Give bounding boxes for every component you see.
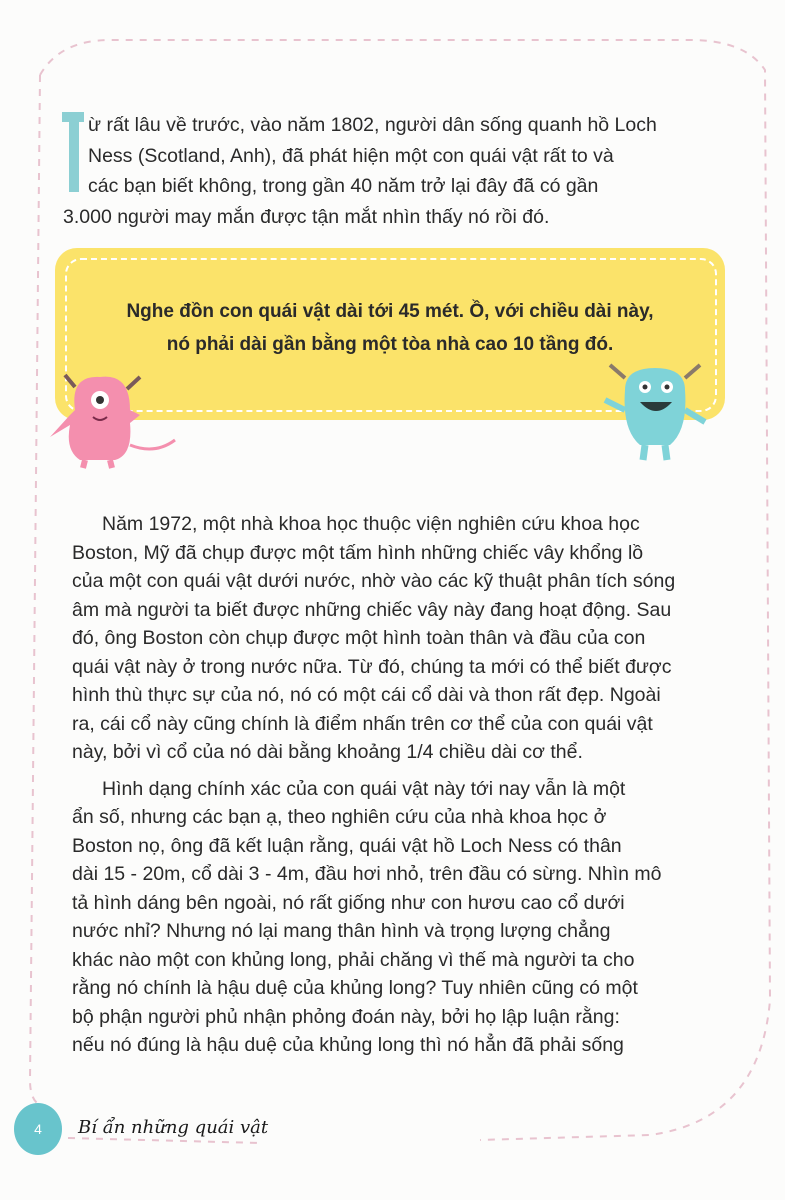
text-line: của một con quái vật dưới nước, nhờ vào các kỹ thuật phân tích sóng — [72, 570, 676, 592]
text-line: đó, ông Boston còn chụp được một hình toàn thân và đầu của con — [72, 627, 646, 649]
text-line: khác nào một con khủng long, phải chăng vì thế mà người ta cho — [72, 948, 635, 971]
text-line: ra, cái cổ này cũng chính là điểm nhấn trên cơ thể của con quái vật — [72, 712, 653, 735]
text-line: ẩn số, nhưng các bạn ạ, theo nghiên cứu của nhà khoa học ở — [72, 806, 607, 828]
text-line: tả hình dáng bên ngoài, nó rất giống như con hươu cao cổ dưới — [72, 891, 625, 914]
callout-line: Nghe đồn con quái vật dài tới 45 mét. Ồ, với chiều dài này, — [126, 301, 654, 322]
text-line: dài 15 - 20m, cổ dài 3 - 4m, đầu hơi nhỏ, trên đầu có sừng. Nhìn mô — [72, 863, 662, 885]
text-line: quái vật này ở trong nước nữa. Từ đó, chúng ta mới có thể biết được — [72, 655, 672, 678]
body-text — [72, 510, 675, 1060]
text-line: này, bởi vì cổ của nó dài bằng khoảng 1/4 chiều dài cơ thể. — [72, 741, 583, 763]
text-line: Boston nọ, ông đã kết luận rằng, quái vật hồ Loch Ness có thân — [72, 834, 622, 857]
callout-text — [55, 295, 725, 361]
text-line: nước nhỉ? Nhưng nó lại mang thân hình và trọng lượng chẳng — [72, 920, 611, 942]
text-line: bộ phận người phủ nhận phỏng đoán này, bởi họ lập luận rằng: — [72, 1005, 620, 1028]
text-line: Boston, Mỹ đã chụp được một tấm hình những chiếc vây khổng lồ — [72, 541, 644, 564]
text-line: Năm 1972, một nhà khoa học thuộc viện nghiên cứu khoa học — [102, 513, 640, 535]
text-line: âm mà người ta biết được những chiếc vây này đang hoạt động. Sau — [72, 598, 672, 621]
text-line: các bạn biết không, trong gần 40 năm trở lại đây đã có gần — [88, 175, 599, 197]
text-line: hình thù thực sự của nó, nó có một cái cổ dài và thon rất đẹp. Ngoài — [72, 684, 661, 706]
text-line: nếu nó đúng là hậu duệ của khủng long thì nó hẳn đã phải sống — [72, 1034, 624, 1056]
intro-paragraph — [63, 110, 657, 232]
running-footer-title: Bí ẩn những quái vật — [78, 1117, 269, 1138]
text-line: 3.000 người may mắn được tận mắt nhìn thấy nó rồi đó. — [63, 205, 550, 228]
text-line: ừ rất lâu về trước, vào năm 1802, người dân sống quanh hồ Loch — [88, 114, 657, 136]
teal-monster-illustration — [600, 360, 710, 465]
drop-cap-t — [62, 112, 84, 192]
pink-monster-illustration — [45, 365, 185, 475]
text-line: Ness (Scotland, Anh), đã phát hiện một con quái vật rất to và — [88, 144, 614, 167]
page-number-badge: 4 — [14, 1103, 62, 1155]
callout-line: nó phải dài gần bằng một tòa nhà cao 10 tầng đó. — [166, 334, 614, 355]
text-line: Hình dạng chính xác của con quái vật này tới nay vẫn là một — [102, 777, 626, 800]
text-line: rằng nó chính là hậu duệ của khủng long? Tuy nhiên cũng có một — [72, 977, 638, 999]
